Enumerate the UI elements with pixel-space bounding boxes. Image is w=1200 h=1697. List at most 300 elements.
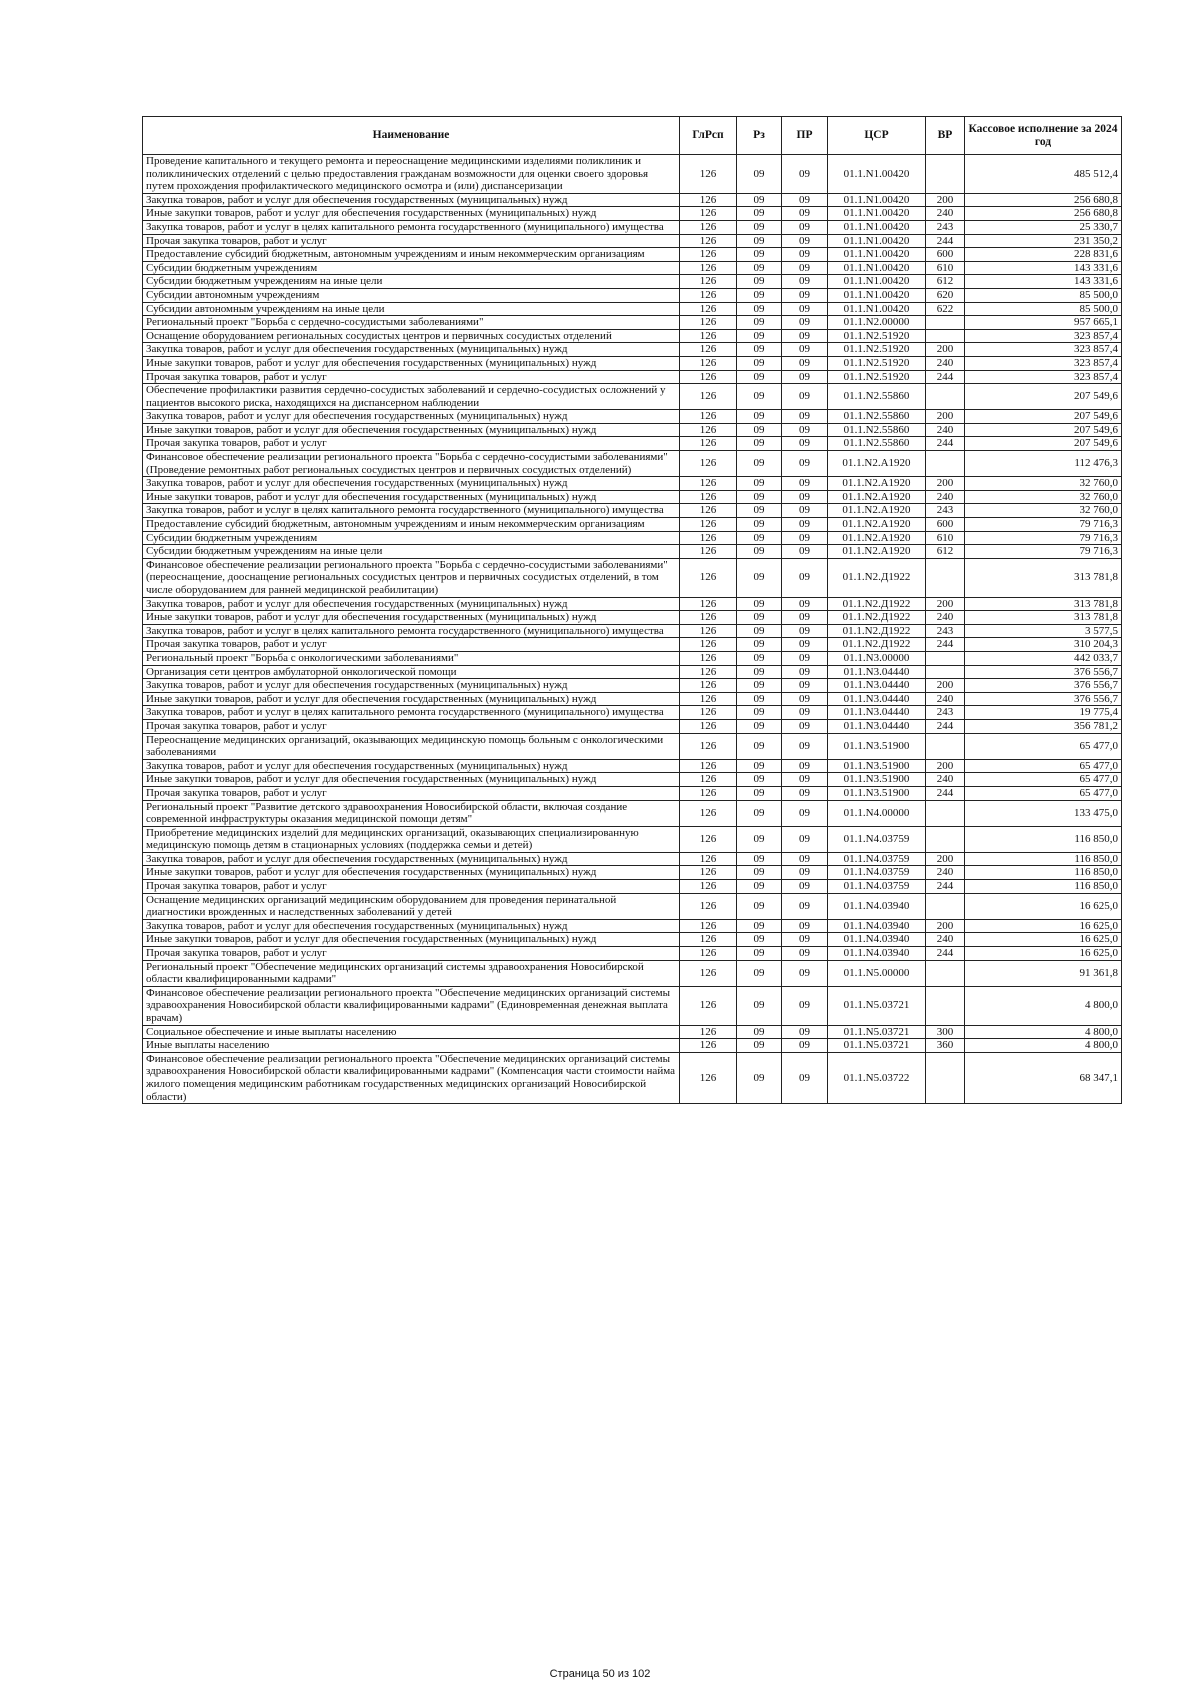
cell-glrsp: 126 — [680, 1039, 737, 1053]
cell-csr: 01.1.N2.A1920 — [828, 490, 926, 504]
cell-value: 25 330,7 — [965, 220, 1122, 234]
cell-glrsp: 126 — [680, 316, 737, 330]
cell-glrsp: 126 — [680, 220, 737, 234]
cell-rz: 09 — [737, 866, 782, 880]
cell-glrsp: 126 — [680, 423, 737, 437]
cell-value: 68 347,1 — [965, 1052, 1122, 1103]
cell-value: 65 477,0 — [965, 786, 1122, 800]
table-row — [143, 288, 1122, 302]
cell-vr — [926, 155, 965, 194]
table-header — [143, 117, 1122, 155]
cell-name: Прочая закупка товаров, работ и услуг — [143, 719, 680, 733]
cell-name: Иные закупки товаров, работ и услуг для обеспечения государственных (муниципальных) нужд — [143, 933, 680, 947]
cell-pr: 09 — [782, 947, 828, 961]
cell-pr: 09 — [782, 545, 828, 559]
cell-value: 133 475,0 — [965, 800, 1122, 826]
table-row — [143, 518, 1122, 532]
cell-pr: 09 — [782, 384, 828, 410]
cell-pr: 09 — [782, 786, 828, 800]
cell-glrsp: 126 — [680, 866, 737, 880]
cell-pr: 09 — [782, 679, 828, 693]
cell-glrsp: 126 — [680, 234, 737, 248]
cell-csr: 01.1.N2.A1920 — [828, 451, 926, 477]
cell-glrsp: 126 — [680, 759, 737, 773]
cell-vr: 620 — [926, 288, 965, 302]
cell-value: 116 850,0 — [965, 880, 1122, 894]
cell-pr: 09 — [782, 611, 828, 625]
cell-name: Закупка товаров, работ и услуг в целях капитального ремонта государственного (муниципального) имущества — [143, 220, 680, 234]
cell-glrsp: 126 — [680, 638, 737, 652]
cell-pr: 09 — [782, 518, 828, 532]
cell-pr: 09 — [782, 451, 828, 477]
cell-rz: 09 — [737, 800, 782, 826]
cell-csr: 01.1.N3.51900 — [828, 773, 926, 787]
table-row — [143, 786, 1122, 800]
table-row — [143, 986, 1122, 1025]
table-row — [143, 679, 1122, 693]
cell-name: Иные закупки товаров, работ и услуг для обеспечения государственных (муниципальных) нужд — [143, 490, 680, 504]
cell-vr: 200 — [926, 410, 965, 424]
cell-pr: 09 — [782, 880, 828, 894]
cell-pr: 09 — [782, 155, 828, 194]
cell-csr: 01.1.N2.55860 — [828, 384, 926, 410]
cell-name: Закупка товаров, работ и услуг для обеспечения государственных (муниципальных) нужд — [143, 852, 680, 866]
cell-glrsp: 126 — [680, 504, 737, 518]
cell-csr: 01.1.N5.03721 — [828, 986, 926, 1025]
cell-vr — [926, 960, 965, 986]
cell-csr: 01.1.N3.04440 — [828, 719, 926, 733]
cell-glrsp: 126 — [680, 193, 737, 207]
cell-pr: 09 — [782, 316, 828, 330]
cell-vr: 244 — [926, 234, 965, 248]
cell-vr: 240 — [926, 611, 965, 625]
cell-csr: 01.1.N2.Д1922 — [828, 638, 926, 652]
table-row — [143, 706, 1122, 720]
cell-pr: 09 — [782, 692, 828, 706]
cell-rz: 09 — [737, 423, 782, 437]
cell-csr: 01.1.N4.00000 — [828, 800, 926, 826]
cell-rz: 09 — [737, 288, 782, 302]
table-row — [143, 773, 1122, 787]
cell-rz: 09 — [737, 384, 782, 410]
header-name: Наименование — [143, 117, 680, 155]
cell-value: 323 857,4 — [965, 356, 1122, 370]
cell-pr: 09 — [782, 477, 828, 491]
cell-csr: 01.1.N1.00420 — [828, 302, 926, 316]
cell-pr: 09 — [782, 329, 828, 343]
cell-pr: 09 — [782, 531, 828, 545]
cell-glrsp: 126 — [680, 207, 737, 221]
cell-name: Закупка товаров, работ и услуг для обеспечения государственных (муниципальных) нужд — [143, 410, 680, 424]
cell-glrsp: 126 — [680, 919, 737, 933]
cell-rz: 09 — [737, 220, 782, 234]
cell-vr: 360 — [926, 1039, 965, 1053]
cell-name: Оснащение оборудованием региональных сосудистых центров и первичных сосудистых отделений — [143, 329, 680, 343]
cell-value: 85 500,0 — [965, 302, 1122, 316]
cell-glrsp: 126 — [680, 356, 737, 370]
cell-csr: 01.1.N3.04440 — [828, 665, 926, 679]
report-sheet — [142, 116, 1121, 1104]
cell-name: Иные закупки товаров, работ и услуг для обеспечения государственных (муниципальных) нужд — [143, 611, 680, 625]
cell-glrsp: 126 — [680, 852, 737, 866]
cell-value: 207 549,6 — [965, 423, 1122, 437]
cell-value: 376 556,7 — [965, 692, 1122, 706]
cell-pr: 09 — [782, 866, 828, 880]
table-row — [143, 880, 1122, 894]
header-vr: ВР — [926, 117, 965, 155]
cell-value: 65 477,0 — [965, 773, 1122, 787]
cell-vr: 240 — [926, 423, 965, 437]
cell-glrsp: 126 — [680, 261, 737, 275]
cell-glrsp: 126 — [680, 893, 737, 919]
cell-vr — [926, 893, 965, 919]
cell-rz: 09 — [737, 624, 782, 638]
cell-name: Проведение капитального и текущего ремонта и переоснащение медицинскими изделиями поликлиник и поликлинических отделений с целью предоставления гражданам возможности для оценки своего здоровья путем прохождения профилактического медицинского осмотра и (или) диспансеризации — [143, 155, 680, 194]
table-row — [143, 343, 1122, 357]
cell-vr — [926, 826, 965, 852]
cell-rz: 09 — [737, 665, 782, 679]
cell-value: 79 716,3 — [965, 531, 1122, 545]
table-row — [143, 545, 1122, 559]
cell-value: 3 577,5 — [965, 624, 1122, 638]
cell-pr: 09 — [782, 220, 828, 234]
cell-csr: 01.1.N4.03940 — [828, 893, 926, 919]
cell-pr: 09 — [782, 933, 828, 947]
cell-csr: 01.1.N2.55860 — [828, 437, 926, 451]
cell-glrsp: 126 — [680, 329, 737, 343]
cell-csr: 01.1.N2.00000 — [828, 316, 926, 330]
cell-glrsp: 126 — [680, 384, 737, 410]
cell-vr: 200 — [926, 193, 965, 207]
cell-rz: 09 — [737, 1039, 782, 1053]
cell-name: Закупка товаров, работ и услуг для обеспечения государственных (муниципальных) нужд — [143, 193, 680, 207]
table-row — [143, 1039, 1122, 1053]
cell-name: Закупка товаров, работ и услуг для обеспечения государственных (муниципальных) нужд — [143, 679, 680, 693]
cell-vr: 243 — [926, 624, 965, 638]
table-row — [143, 261, 1122, 275]
cell-pr: 09 — [782, 234, 828, 248]
cell-csr: 01.1.N1.00420 — [828, 220, 926, 234]
cell-pr: 09 — [782, 370, 828, 384]
cell-name: Предоставление субсидий бюджетным, автономным учреждениям и иным некоммерческим организациям — [143, 518, 680, 532]
cell-rz: 09 — [737, 893, 782, 919]
cell-rz: 09 — [737, 477, 782, 491]
cell-glrsp: 126 — [680, 826, 737, 852]
cell-pr: 09 — [782, 343, 828, 357]
cell-value: 116 850,0 — [965, 826, 1122, 852]
cell-glrsp: 126 — [680, 410, 737, 424]
header-csr: ЦСР — [828, 117, 926, 155]
cell-name: Закупка товаров, работ и услуг для обеспечения государственных (муниципальных) нужд — [143, 759, 680, 773]
cell-value: 356 781,2 — [965, 719, 1122, 733]
cell-pr: 09 — [782, 1052, 828, 1103]
cell-rz: 09 — [737, 638, 782, 652]
cell-value: 323 857,4 — [965, 329, 1122, 343]
cell-name: Субсидии бюджетным учреждениям на иные цели — [143, 275, 680, 289]
cell-pr: 09 — [782, 356, 828, 370]
cell-rz: 09 — [737, 651, 782, 665]
cell-glrsp: 126 — [680, 679, 737, 693]
table-row — [143, 893, 1122, 919]
cell-csr: 01.1.N2.Д1922 — [828, 558, 926, 597]
header-row — [143, 117, 1122, 155]
cell-rz: 09 — [737, 947, 782, 961]
cell-value: 376 556,7 — [965, 679, 1122, 693]
table-row — [143, 370, 1122, 384]
cell-csr: 01.1.N1.00420 — [828, 155, 926, 194]
cell-value: 16 625,0 — [965, 933, 1122, 947]
cell-pr: 09 — [782, 193, 828, 207]
cell-pr: 09 — [782, 651, 828, 665]
cell-value: 207 549,6 — [965, 384, 1122, 410]
cell-value: 19 775,4 — [965, 706, 1122, 720]
cell-name: Региональный проект "Обеспечение медицинских организаций системы здравоохранения Новосибирской области квалифицированными кадрами" — [143, 960, 680, 986]
cell-name: Субсидии бюджетным учреждениям — [143, 261, 680, 275]
cell-csr: 01.1.N4.03940 — [828, 919, 926, 933]
cell-name: Прочая закупка товаров, работ и услуг — [143, 370, 680, 384]
cell-csr: 01.1.N4.03940 — [828, 933, 926, 947]
cell-pr: 09 — [782, 986, 828, 1025]
cell-value: 32 760,0 — [965, 477, 1122, 491]
cell-name: Иные закупки товаров, работ и услуг для обеспечения государственных (муниципальных) нужд — [143, 773, 680, 787]
cell-vr: 240 — [926, 207, 965, 221]
table-row — [143, 193, 1122, 207]
cell-rz: 09 — [737, 986, 782, 1025]
cell-rz: 09 — [737, 786, 782, 800]
cell-name: Субсидии автономным учреждениям на иные цели — [143, 302, 680, 316]
cell-rz: 09 — [737, 706, 782, 720]
cell-value: 112 476,3 — [965, 451, 1122, 477]
cell-vr: 240 — [926, 773, 965, 787]
cell-value: 143 331,6 — [965, 261, 1122, 275]
table-row — [143, 759, 1122, 773]
table-row — [143, 665, 1122, 679]
cell-csr: 01.1.N1.00420 — [828, 288, 926, 302]
cell-csr: 01.1.N5.00000 — [828, 960, 926, 986]
table-row — [143, 234, 1122, 248]
cell-name: Приобретение медицинских изделий для медицинских организаций, оказывающих специализированную медицинскую помощь детям в стационарных условиях (поддержка семьи и детей) — [143, 826, 680, 852]
cell-vr: 612 — [926, 275, 965, 289]
cell-rz: 09 — [737, 437, 782, 451]
cell-vr: 622 — [926, 302, 965, 316]
table-row — [143, 477, 1122, 491]
cell-csr: 01.1.N4.03940 — [828, 947, 926, 961]
table-row — [143, 733, 1122, 759]
cell-vr — [926, 665, 965, 679]
cell-pr: 09 — [782, 288, 828, 302]
cell-rz: 09 — [737, 316, 782, 330]
cell-csr: 01.1.N2.A1920 — [828, 504, 926, 518]
cell-value: 65 477,0 — [965, 733, 1122, 759]
cell-csr: 01.1.N3.51900 — [828, 733, 926, 759]
cell-csr: 01.1.N3.04440 — [828, 679, 926, 693]
cell-glrsp: 126 — [680, 545, 737, 559]
cell-glrsp: 126 — [680, 692, 737, 706]
cell-pr: 09 — [782, 275, 828, 289]
cell-rz: 09 — [737, 545, 782, 559]
cell-name: Социальное обеспечение и иные выплаты населению — [143, 1025, 680, 1039]
cell-glrsp: 126 — [680, 275, 737, 289]
cell-vr: 243 — [926, 504, 965, 518]
cell-rz: 09 — [737, 261, 782, 275]
cell-name: Иные закупки товаров, работ и услуг для обеспечения государственных (муниципальных) нужд — [143, 423, 680, 437]
cell-name: Прочая закупка товаров, работ и услуг — [143, 947, 680, 961]
table-body — [143, 155, 1122, 1104]
table-row — [143, 558, 1122, 597]
cell-rz: 09 — [737, 960, 782, 986]
cell-rz: 09 — [737, 343, 782, 357]
table-row — [143, 933, 1122, 947]
cell-value: 91 361,8 — [965, 960, 1122, 986]
cell-value: 79 716,3 — [965, 518, 1122, 532]
cell-csr: 01.1.N2.51920 — [828, 329, 926, 343]
table-row — [143, 1052, 1122, 1103]
cell-name: Закупка товаров, работ и услуг для обеспечения государственных (муниципальных) нужд — [143, 597, 680, 611]
cell-rz: 09 — [737, 773, 782, 787]
cell-csr: 01.1.N1.00420 — [828, 261, 926, 275]
cell-pr: 09 — [782, 826, 828, 852]
cell-rz: 09 — [737, 692, 782, 706]
table-row — [143, 220, 1122, 234]
cell-value: 256 680,8 — [965, 207, 1122, 221]
header-glrsp: ГлРсп — [680, 117, 737, 155]
cell-rz: 09 — [737, 370, 782, 384]
cell-pr: 09 — [782, 302, 828, 316]
cell-vr: 200 — [926, 597, 965, 611]
cell-glrsp: 126 — [680, 651, 737, 665]
table-row — [143, 410, 1122, 424]
cell-csr: 01.1.N3.04440 — [828, 692, 926, 706]
cell-glrsp: 126 — [680, 451, 737, 477]
cell-value: 143 331,6 — [965, 275, 1122, 289]
cell-rz: 09 — [737, 880, 782, 894]
cell-vr: 200 — [926, 477, 965, 491]
table-row — [143, 248, 1122, 262]
cell-name: Предоставление субсидий бюджетным, автономным учреждениям и иным некоммерческим организациям — [143, 248, 680, 262]
cell-pr: 09 — [782, 960, 828, 986]
cell-csr: 01.1.N5.03721 — [828, 1039, 926, 1053]
cell-csr: 01.1.N2.A1920 — [828, 518, 926, 532]
cell-vr: 200 — [926, 679, 965, 693]
cell-value: 32 760,0 — [965, 504, 1122, 518]
cell-name: Субсидии бюджетным учреждениям на иные цели — [143, 545, 680, 559]
cell-value: 85 500,0 — [965, 288, 1122, 302]
cell-rz: 09 — [737, 558, 782, 597]
table-row — [143, 302, 1122, 316]
table-row — [143, 329, 1122, 343]
table-row — [143, 423, 1122, 437]
cell-csr: 01.1.N2.A1920 — [828, 531, 926, 545]
cell-vr: 240 — [926, 692, 965, 706]
cell-name: Финансовое обеспечение реализации регионального проекта "Борьба с сердечно-сосудистыми заболеваниями" (переоснащение, дооснащение региональных сосудистых центров и первичных сосудистых отделений, в том числе оборудованием для ранней медицинской реабилитации) — [143, 558, 680, 597]
cell-rz: 09 — [737, 207, 782, 221]
cell-rz: 09 — [737, 193, 782, 207]
cell-pr: 09 — [782, 638, 828, 652]
cell-rz: 09 — [737, 155, 782, 194]
cell-value: 16 625,0 — [965, 947, 1122, 961]
cell-pr: 09 — [782, 1039, 828, 1053]
cell-value: 323 857,4 — [965, 343, 1122, 357]
cell-name: Финансовое обеспечение реализации регионального проекта "Обеспечение медицинских организаций системы здравоохранения Новосибирской области квалифицированными кадрами" (Компенсация части стоимости найма жилого помещения медицинским работникам государственных медицинских организаций Новосибирской области) — [143, 1052, 680, 1103]
cell-pr: 09 — [782, 773, 828, 787]
cell-name: Субсидии бюджетным учреждениям — [143, 531, 680, 545]
table-row — [143, 504, 1122, 518]
cell-pr: 09 — [782, 852, 828, 866]
cell-csr: 01.1.N3.00000 — [828, 651, 926, 665]
cell-csr: 01.1.N4.03759 — [828, 852, 926, 866]
cell-pr: 09 — [782, 624, 828, 638]
cell-vr: 200 — [926, 919, 965, 933]
table-row — [143, 919, 1122, 933]
cell-vr: 200 — [926, 852, 965, 866]
cell-glrsp: 126 — [680, 960, 737, 986]
cell-rz: 09 — [737, 234, 782, 248]
cell-glrsp: 126 — [680, 624, 737, 638]
cell-name: Закупка товаров, работ и услуг для обеспечения государственных (муниципальных) нужд — [143, 919, 680, 933]
cell-glrsp: 126 — [680, 155, 737, 194]
cell-vr: 243 — [926, 706, 965, 720]
table-row — [143, 316, 1122, 330]
cell-vr: 244 — [926, 638, 965, 652]
cell-name: Иные закупки товаров, работ и услуг для обеспечения государственных (муниципальных) нужд — [143, 692, 680, 706]
cell-csr: 01.1.N2.Д1922 — [828, 611, 926, 625]
cell-value: 32 760,0 — [965, 490, 1122, 504]
cell-vr: 240 — [926, 356, 965, 370]
cell-glrsp: 126 — [680, 518, 737, 532]
cell-value: 313 781,8 — [965, 611, 1122, 625]
cell-pr: 09 — [782, 423, 828, 437]
cell-pr: 09 — [782, 597, 828, 611]
cell-csr: 01.1.N1.00420 — [828, 248, 926, 262]
table-row — [143, 719, 1122, 733]
cell-rz: 09 — [737, 531, 782, 545]
cell-glrsp: 126 — [680, 706, 737, 720]
cell-name: Прочая закупка товаров, работ и услуг — [143, 638, 680, 652]
cell-name: Региональный проект "Борьба с сердечно-сосудистыми заболеваниями" — [143, 316, 680, 330]
cell-name: Финансовое обеспечение реализации регионального проекта "Борьба с сердечно-сосудистыми заболеваниями" (Проведение ремонтных работ региональных сосудистых центров и первичных сосудистых отделений) — [143, 451, 680, 477]
cell-rz: 09 — [737, 451, 782, 477]
cell-vr: 244 — [926, 437, 965, 451]
cell-pr: 09 — [782, 1025, 828, 1039]
cell-vr — [926, 651, 965, 665]
cell-name: Региональный проект "Борьба с онкологическими заболеваниями" — [143, 651, 680, 665]
cell-rz: 09 — [737, 826, 782, 852]
cell-rz: 09 — [737, 302, 782, 316]
cell-rz: 09 — [737, 329, 782, 343]
cell-glrsp: 126 — [680, 1025, 737, 1039]
cell-rz: 09 — [737, 733, 782, 759]
cell-vr: 240 — [926, 933, 965, 947]
cell-glrsp: 126 — [680, 477, 737, 491]
cell-value: 442 033,7 — [965, 651, 1122, 665]
cell-glrsp: 126 — [680, 288, 737, 302]
cell-csr: 01.1.N5.03721 — [828, 1025, 926, 1039]
cell-csr: 01.1.N1.00420 — [828, 234, 926, 248]
cell-csr: 01.1.N2.A1920 — [828, 545, 926, 559]
cell-glrsp: 126 — [680, 800, 737, 826]
cell-pr: 09 — [782, 558, 828, 597]
cell-pr: 09 — [782, 733, 828, 759]
cell-csr: 01.1.N2.Д1922 — [828, 597, 926, 611]
table-row — [143, 437, 1122, 451]
cell-rz: 09 — [737, 410, 782, 424]
table-row — [143, 960, 1122, 986]
cell-pr: 09 — [782, 893, 828, 919]
table-row — [143, 451, 1122, 477]
table-row — [143, 611, 1122, 625]
cell-pr: 09 — [782, 504, 828, 518]
table-row — [143, 597, 1122, 611]
